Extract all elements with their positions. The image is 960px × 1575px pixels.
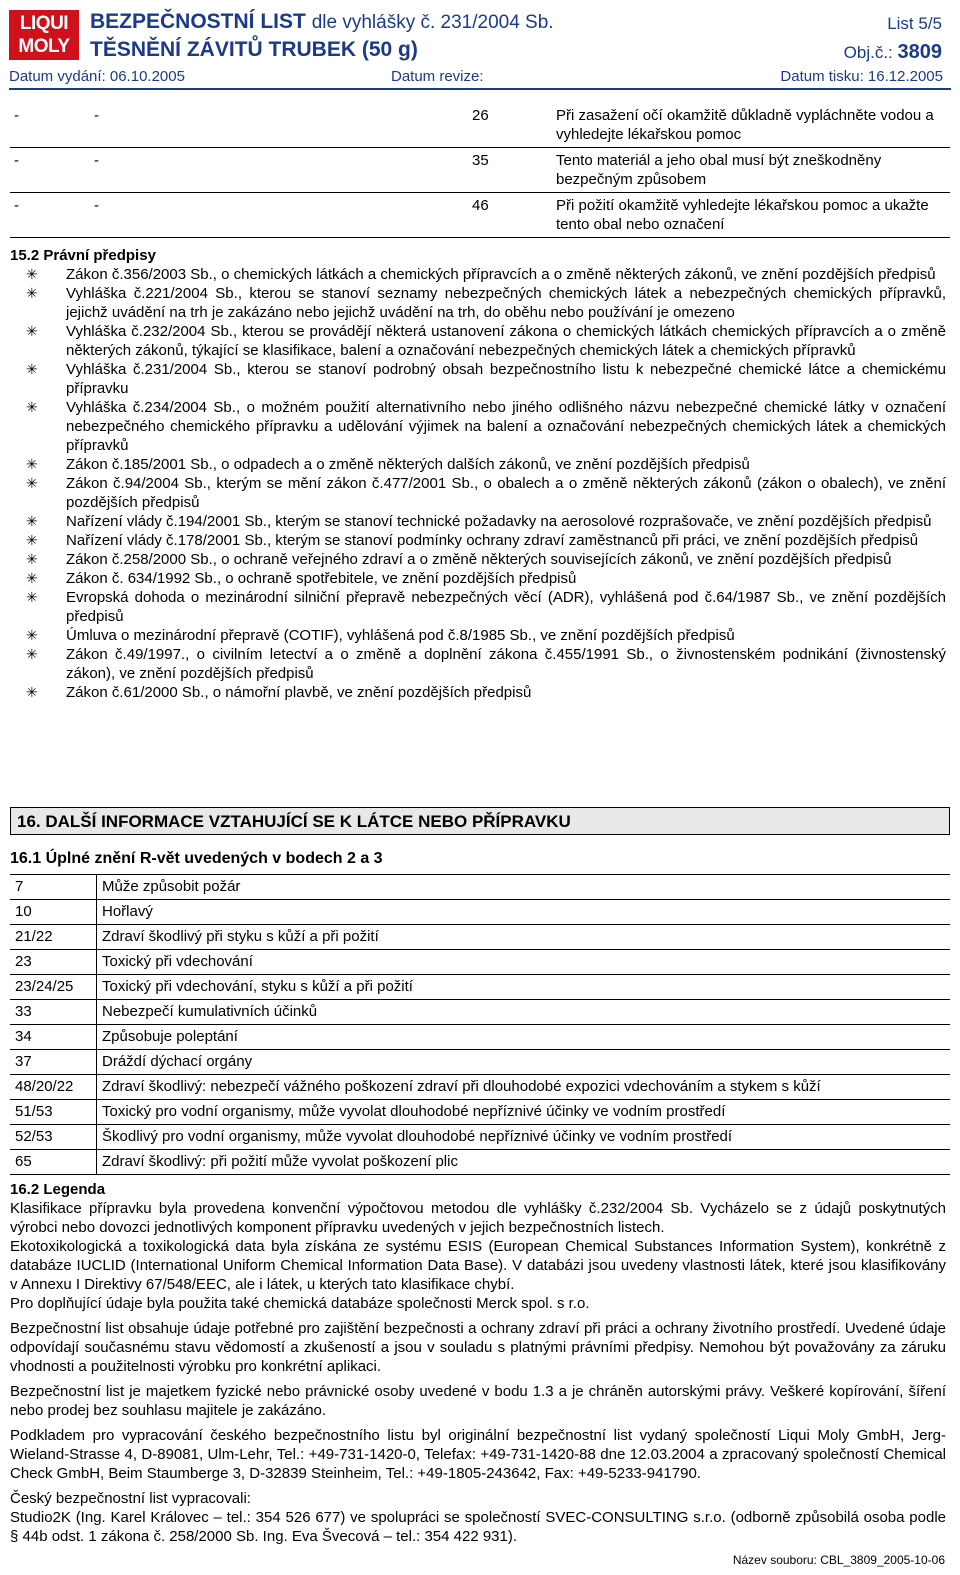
phrase-col-a: - [10, 148, 90, 193]
bullet-star-icon: ✳ [26, 266, 38, 282]
print-date: Datum tisku: 16.12.2005 [780, 68, 943, 85]
phrase-col-b: - [90, 193, 468, 238]
regulation-name: Zákon č.356/2003 Sb. [66, 266, 213, 283]
bullet-star-icon: ✳ [26, 361, 38, 377]
regulation-description: , o možném použití alternativního nebo jiného odlišného názvu nebezpečné chemické látky v označení nebezpečného chemického přípravku a udělování výjimek na balení a označování nebezpečných chemických látek a chemických přípravků [66, 399, 947, 454]
legal-regulation-item [10, 474, 946, 512]
r-phrase-row [10, 900, 950, 925]
regulation-description: , o ochraně veřejného zdraví a o změně některých souvisejících zákonů, ve znění pozdějších předpisů [212, 551, 892, 568]
regulation-description: , kterým se stanoví podmínky ochrany zdraví zaměstnanců při práci, ve znění pozdějších předpisů [266, 532, 919, 549]
regulation-description: , kterou se provádějí některá ustanovení zákona o chemických látkách chemických přípravcích a o změně některých zákonů, týkající se klasifikace, balení a označování nebezpečných chemických látek a chemických přípravků [66, 323, 946, 359]
legal-regulation-item [10, 455, 946, 474]
r-phrase-text: Může způsobit požár [97, 875, 951, 900]
order-number [844, 41, 942, 64]
legal-regulation-item [10, 360, 946, 398]
r-phrase-text: Zdraví škodlivý při styku s kůží a při požití [97, 925, 951, 950]
r-phrase-row [10, 950, 950, 975]
regulation-description: , kterým se stanoví technické požadavky na aerosolové rozprašovače, ve znění pozdějších předpisů [266, 513, 932, 530]
bullet-star-icon: ✳ [26, 456, 38, 472]
legal-regulation-item [10, 645, 946, 683]
legal-regulation-item [10, 265, 946, 284]
header-dates [9, 68, 943, 88]
regulation-name: Zákon č. 634/1992 Sb. [66, 570, 217, 587]
r-phrase-code: 23 [10, 950, 97, 975]
bullet-star-icon: ✳ [26, 323, 38, 339]
r-phrase-row [10, 1075, 950, 1100]
logo-text-bottom: MOLY [18, 36, 70, 57]
regulation-description: , kterou se stanoví seznamy nebezpečných chemických látek a nebezpečných chemických přípravků, jejichž uvádění na trh je zakázáno nebo jejichž uvádění na trh, do oběhu nebo používání je omezeno [66, 285, 947, 321]
r-phrase-code: 51/53 [10, 1100, 97, 1125]
regulation-description: , ve znění pozdějších předpisů [66, 589, 947, 625]
r-phrase-row [10, 925, 950, 950]
page-number: List 5/5 [887, 14, 942, 33]
phrase-col-b: - [90, 148, 468, 193]
legal-regulation-item [10, 512, 946, 531]
phrase-text: Při zasažení očí okamžitě důkladně vypláchněte vodou a vyhledejte lékařskou pomoc [552, 103, 950, 148]
r-phrase-code: 33 [10, 1000, 97, 1025]
legend-paragraph: Podkladem pro vypracování českého bezpečnostního listu byl originální bezpečnostní list vydaný společností Liqui Moly GmbH, Jerg-Wieland-Strasse 4, D-89081, Ulm-Lehr, Tel.: +49-731-1420-0, Telefax: +49-731-1420-88 dne 12.03.2004 a zpracovaný společností Chemical Check GmbH, Beim Staumberge 3, D-32839 Steinheim, Tel.: +49-1805-243642, Fax: +49-5233-941790. [10, 1427, 946, 1482]
legend-paragraph: Bezpečnostní list je majetkem fyzické nebo právnické osoby uvedené v bodu 1.3 a je chráněn autorskými právy. Veškeré kopírování, šíření nebo prodej bez souhlasu majitele je zakázáno. [10, 1383, 946, 1419]
r-phrase-text: Toxický pro vodní organismy, může vyvolat dlouhodobé nepříznivé účinky ve vodním prostředí [97, 1100, 951, 1125]
phrase-row [10, 193, 950, 238]
r-phrase-row [10, 1150, 950, 1175]
issue-date: Datum vydání: 06.10.2005 [9, 68, 185, 85]
r-phrase-code: 21/22 [10, 925, 97, 950]
r-phrase-text: Toxický při vdechování [97, 950, 951, 975]
bullet-star-icon: ✳ [26, 551, 38, 567]
legend-paragraph: Klasifikace přípravku byla provedena konvenční výpočtovou metodou dle vyhlášky č.232/2004 Sb. Vycházelo se z údajů poskytnutých výrobci nebo dovozci jednotlivých komponent přípravku uvedených v jejich bezpečnostních listech. [10, 1200, 946, 1236]
regulation-name: Zákon č.185/2001 Sb. [66, 456, 213, 473]
r-phrase-code: 10 [10, 900, 97, 925]
r-phrase-text: Zdraví škodlivý: při požití může vyvolat poškození plic [97, 1150, 951, 1175]
r-phrase-code: 65 [10, 1150, 97, 1175]
order-number-value: 3809 [897, 41, 942, 63]
phrase-code: 35 [468, 148, 552, 193]
regulation-name: Vyhláška č.234/2004 Sb. [66, 399, 236, 416]
regulation-name: Zákon č.49/1997. [66, 646, 186, 663]
phrase-code: 26 [468, 103, 552, 148]
legal-regulations-list [10, 265, 946, 702]
r-phrase-code: 37 [10, 1050, 97, 1075]
r-phrase-row [10, 875, 950, 900]
legal-regulations-section [10, 246, 946, 702]
bullet-star-icon: ✳ [26, 646, 38, 662]
product-name: TĚSNĚNÍ ZÁVITŮ TRUBEK (50 g) [90, 38, 418, 61]
r-phrase-text: Hořlavý [97, 900, 951, 925]
r-phrase-code: 7 [10, 875, 97, 900]
legend-paragraph: Studio2K (Ing. Karel Královec – tel.: 354 526 677) ve spolupráci se společností SVEC-CONSULTING s.r.o. (odborně způsobilá osoba podle § 44b odst. 1 zákona č. 258/2000 Sb. Ing. Eva Švecová – tel.: 354 422 931). [10, 1509, 946, 1545]
r-phrase-text: Dráždí dýchací orgány [97, 1050, 951, 1075]
phrase-col-a: - [10, 193, 90, 238]
regulation-name: Nařízení vlády č.178/2001 Sb. [66, 532, 267, 549]
regulation-description: , ve znění pozdějších předpisů [532, 627, 735, 644]
legend-paragraph: Ekotoxikologická a toxikologická data byla získána ze systému ESIS (European Chemical Substances Information System), konkrétně z databáze IUCLID (International Uniform Chemical Information Data Base). V databázi jsou uvedeny vlastnosti látek, které jsou klasifikovány v Annexu I Direktivy 67/548/EEC, ale i látek, u kterých tato klasifikace chybí. [10, 1238, 946, 1293]
legal-regulation-item [10, 626, 946, 645]
r-phrase-text: Zdraví škodlivý: nebezpečí vážného poškození zdraví při dlouhodobé expozici vdechováním a stykem s kůží [97, 1075, 951, 1100]
r-phrase-code: 52/53 [10, 1125, 97, 1150]
legal-regulation-item [10, 683, 946, 702]
r-phrase-row [10, 1050, 950, 1075]
r-phrase-text: Způsobuje poleptání [97, 1025, 951, 1050]
r-phrase-row [10, 975, 950, 1000]
phrase-text: Tento materiál a jeho obal musí být zneškodněny bezpečným způsobem [552, 148, 950, 193]
regulation-description: , o chemických látkách a chemických přípravcích a o změně některých zákonů, ve znění pozdějších předpisů [212, 266, 936, 283]
regulation-name: Vyhláška č.221/2004 Sb. [66, 285, 238, 302]
regulation-name: Nařízení vlády č.194/2001 Sb. [66, 513, 267, 530]
regulation-description: , o ochraně spotřebitele, ve znění pozdějších předpisů [216, 570, 577, 587]
legal-regulation-item [10, 569, 946, 588]
r-phrase-row [10, 1125, 950, 1150]
legend-paragraph: Bezpečnostní list obsahuje údaje potřebné pro zajištění bezpečnosti a ochrany zdraví při práci a ochrany životního prostředí. Uvedené údaje odpovídají současnému stavu vědomostí a zkušeností a jsou v souladu s platnými právními předpisy. Nemohou být považovány za záruku vhodnosti a použitelnosti výrobku pro konkrétní aplikaci. [10, 1320, 946, 1375]
legal-regulation-item [10, 531, 946, 550]
document-title [90, 10, 554, 34]
legal-regulation-item [10, 284, 946, 322]
legend-paragraph: Český bezpečnostní list vypracovali: [10, 1490, 251, 1507]
regulation-name: Evropská dohoda o mezinárodní silniční přepravě nebezpečných věcí (ADR), vyhlášená pod č.64/1987 Sb. [66, 589, 800, 606]
r-phrases-heading: 16.1 Úplné znění R-vět uvedených v bodech 2 a 3 [10, 850, 383, 867]
file-name: Název souboru: CBL_3809_2005-10-06 [732, 1553, 945, 1567]
r-phrase-code: 34 [10, 1025, 97, 1050]
r-phrase-code: 23/24/25 [10, 975, 97, 1000]
regulation-name: Vyhláška č.231/2004 Sb. [66, 361, 237, 378]
bullet-star-icon: ✳ [26, 399, 38, 415]
regulation-description: , kterým se mění zákon č.477/2001 Sb., o obalech a o změně některých zákonů (zákon o obalech), ve znění pozdějších předpisů [66, 475, 946, 511]
bullet-star-icon: ✳ [26, 285, 38, 301]
legal-regulations-heading: 15.2 Právní předpisy [10, 247, 156, 264]
safety-phrases-table [10, 103, 950, 238]
r-phrase-row [10, 1100, 950, 1125]
phrase-row [10, 103, 950, 148]
r-phrase-text: Nebezpečí kumulativních účinků [97, 1000, 951, 1025]
bullet-star-icon: ✳ [26, 570, 38, 586]
r-phrase-row [10, 1025, 950, 1050]
regulation-description: , kterou se stanoví podrobný obsah bezpečnostního listu k nebezpečné chemické látce a chemickému přípravku [66, 361, 947, 397]
phrase-row [10, 148, 950, 193]
regulation-name: Zákon č.258/2000 Sb. [66, 551, 213, 568]
regulation-description: , o odpadech a o změně některých dalších zákonů, ve znění pozdějších předpisů [212, 456, 750, 473]
bullet-star-icon: ✳ [26, 684, 38, 700]
regulation-description: , o civilním letectví a o změně a doplnění zákona č.455/1991 Sb., o živnostenském podnikání (živnostenský zákon), ve znění pozdějších předpisů [66, 646, 946, 682]
regulation-name: Úmluva o mezinárodní přepravě (COTIF), vyhlášená pod č.8/1985 Sb. [66, 627, 533, 644]
phrase-col-a: - [10, 103, 90, 148]
r-phrase-code: 48/20/22 [10, 1075, 97, 1100]
section-16-heading: 16. DALŠÍ INFORMACE VZTAHUJÍCÍ SE K LÁTCE NEBO PŘÍPRAVKU [10, 807, 950, 835]
phrase-col-b: - [90, 103, 468, 148]
legal-regulation-item [10, 588, 946, 626]
document-title-main: BEZPEČNOSTNÍ LIST [90, 10, 306, 33]
bullet-star-icon: ✳ [26, 513, 38, 529]
regulation-name: Vyhláška č.232/2004 Sb. [66, 323, 233, 340]
legend-section [10, 1180, 946, 1552]
bullet-star-icon: ✳ [26, 627, 38, 643]
r-phrase-row [10, 1000, 950, 1025]
legal-regulation-item [10, 322, 946, 360]
header-divider [9, 88, 951, 90]
r-phrase-text: Škodlivý pro vodní organismy, může vyvolat dlouhodobé nepříznivé účinky ve vodním prostředí [97, 1125, 951, 1150]
legal-regulation-item [10, 398, 946, 455]
legend-paragraphs [10, 1199, 946, 1546]
document-title-sub: dle vyhlášky č. 231/2004 Sb. [311, 12, 554, 33]
bullet-star-icon: ✳ [26, 532, 38, 548]
logo-text-top: LIQUI [19, 13, 69, 34]
liqui-moly-logo [9, 10, 79, 60]
bullet-star-icon: ✳ [26, 589, 38, 605]
bullet-star-icon: ✳ [26, 475, 38, 491]
legend-heading: 16.2 Legenda [10, 1181, 106, 1198]
order-number-label: Obj.č.: [843, 43, 893, 62]
r-phrases-table [10, 874, 950, 1175]
regulation-name: Zákon č.61/2000 Sb. [66, 684, 205, 701]
phrase-code: 46 [468, 193, 552, 238]
legend-paragraph: Pro doplňující údaje byla použita také chemická databáze společnosti Merck spol. s r.o. [10, 1295, 590, 1312]
regulation-description: , o námořní plavbě, ve znění pozdějších předpisů [204, 684, 532, 701]
revision-date: Datum revize: [391, 68, 484, 85]
regulation-name: Zákon č.94/2004 Sb. [66, 475, 207, 492]
legal-regulation-item [10, 550, 946, 569]
r-phrase-text: Toxický při vdechování, styku s kůží a při požití [97, 975, 951, 1000]
phrase-text: Při požití okamžitě vyhledejte lékařskou pomoc a ukažte tento obal nebo označení [552, 193, 950, 238]
